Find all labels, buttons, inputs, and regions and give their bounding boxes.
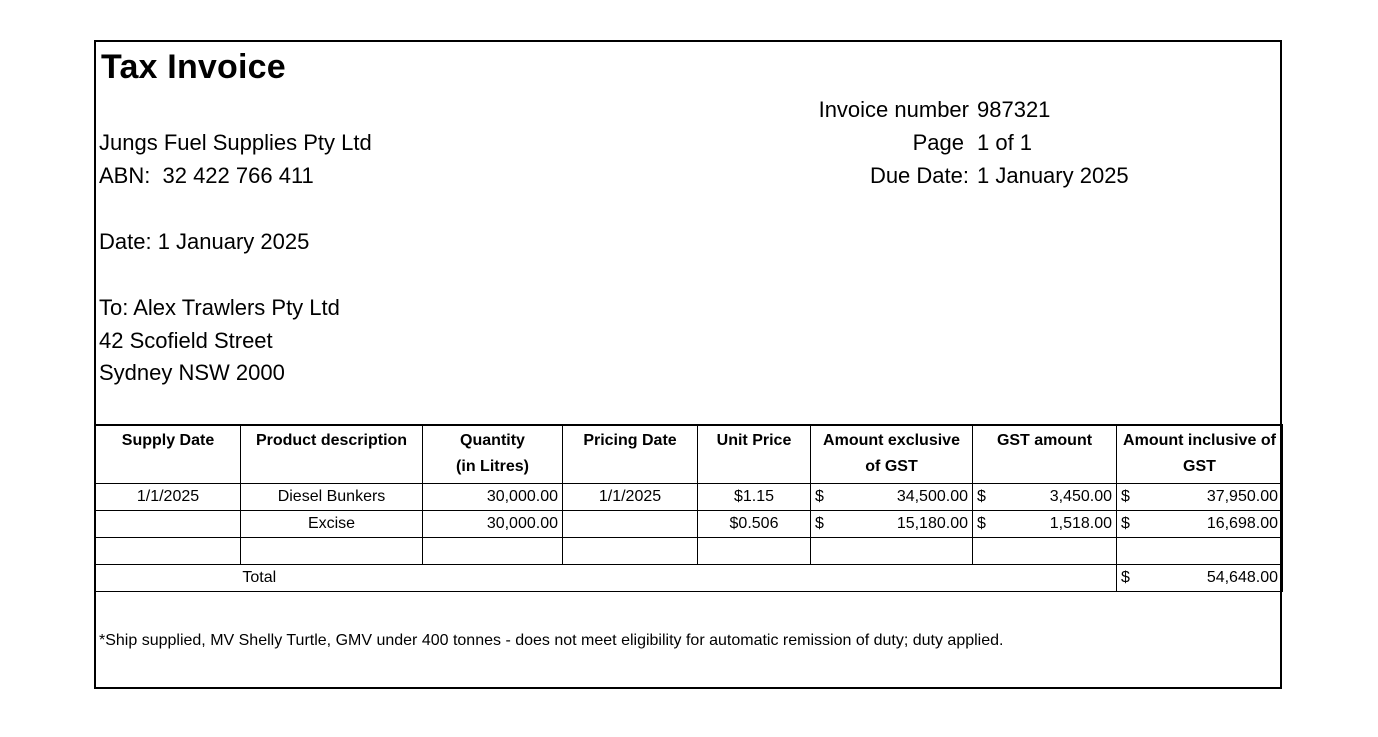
recipient-address-line1: 42 Scofield Street [99, 328, 273, 353]
recipient-name: To: Alex Trawlers Pty Ltd [99, 295, 340, 320]
cell-product: Diesel Bunkers [241, 483, 423, 510]
footnote: *Ship supplied, MV Shelly Turtle, GMV under 400 tonnes - does not meet eligibility for automatic remission of duty; duty applied. [99, 632, 1004, 649]
header-product-description: Product description [241, 425, 423, 483]
total-value: $ 54,648.00 [1117, 564, 1283, 591]
supplier-name: Jungs Fuel Supplies Pty Ltd [99, 130, 372, 155]
header-amount-inclusive: Amount inclusive of GST [1117, 425, 1283, 483]
header-gst-amount: GST amount [973, 425, 1117, 483]
cell-amount-exclusive: $ 34,500.00 [811, 483, 973, 510]
due-date-value: 1 January 2025 [977, 163, 1129, 188]
abn-value: 32 422 766 411 [162, 163, 314, 188]
cell-pricing-date: 1/1/2025 [563, 483, 698, 510]
cell-unit-price: $1.15 [698, 483, 811, 510]
invoice-title: Tax Invoice [101, 48, 286, 86]
cell-gst-amount: $ 3,450.00 [973, 483, 1117, 510]
total-row [96, 564, 1283, 591]
table-row [96, 510, 1283, 537]
page-label: Page [912, 130, 964, 155]
header-amount-exclusive: Amount exclusive of GST [811, 425, 973, 483]
invoice-date: Date: 1 January 2025 [99, 229, 310, 254]
cell-amount-inclusive: $ 37,950.00 [1117, 483, 1283, 510]
table-header-row [96, 425, 1283, 483]
recipient-address-line2: Sydney NSW 2000 [99, 360, 285, 385]
cell-supply-date [96, 510, 241, 537]
table-row-empty [96, 537, 1283, 564]
cell-quantity: 30,000.00 [423, 510, 563, 537]
cell-gst-amount: $ 1,518.00 [973, 510, 1117, 537]
cell-amount-exclusive: $ 15,180.00 [811, 510, 973, 537]
cell-quantity: 30,000.00 [423, 483, 563, 510]
table-row [96, 483, 1283, 510]
cell-amount-inclusive: $ 16,698.00 [1117, 510, 1283, 537]
header-quantity: Quantity (in Litres) [423, 425, 563, 483]
cell-unit-price: $0.506 [698, 510, 811, 537]
cell-product: Excise [241, 510, 423, 537]
invoice-number-label: Invoice number [818, 97, 969, 122]
cell-pricing-date [563, 510, 698, 537]
cell-supply-date: 1/1/2025 [96, 483, 241, 510]
abn-line [99, 163, 314, 189]
page-value: 1 of 1 [977, 130, 1033, 155]
invoice-items-table [95, 424, 1283, 592]
invoice-number-value: 987321 [977, 97, 1051, 122]
header-pricing-date: Pricing Date [563, 425, 698, 483]
header-unit-price: Unit Price [698, 425, 811, 483]
abn-label: ABN: [99, 163, 151, 188]
total-label: Total [96, 564, 423, 591]
header-supply-date: Supply Date [96, 425, 241, 483]
due-date-label: Due Date: [869, 163, 969, 188]
